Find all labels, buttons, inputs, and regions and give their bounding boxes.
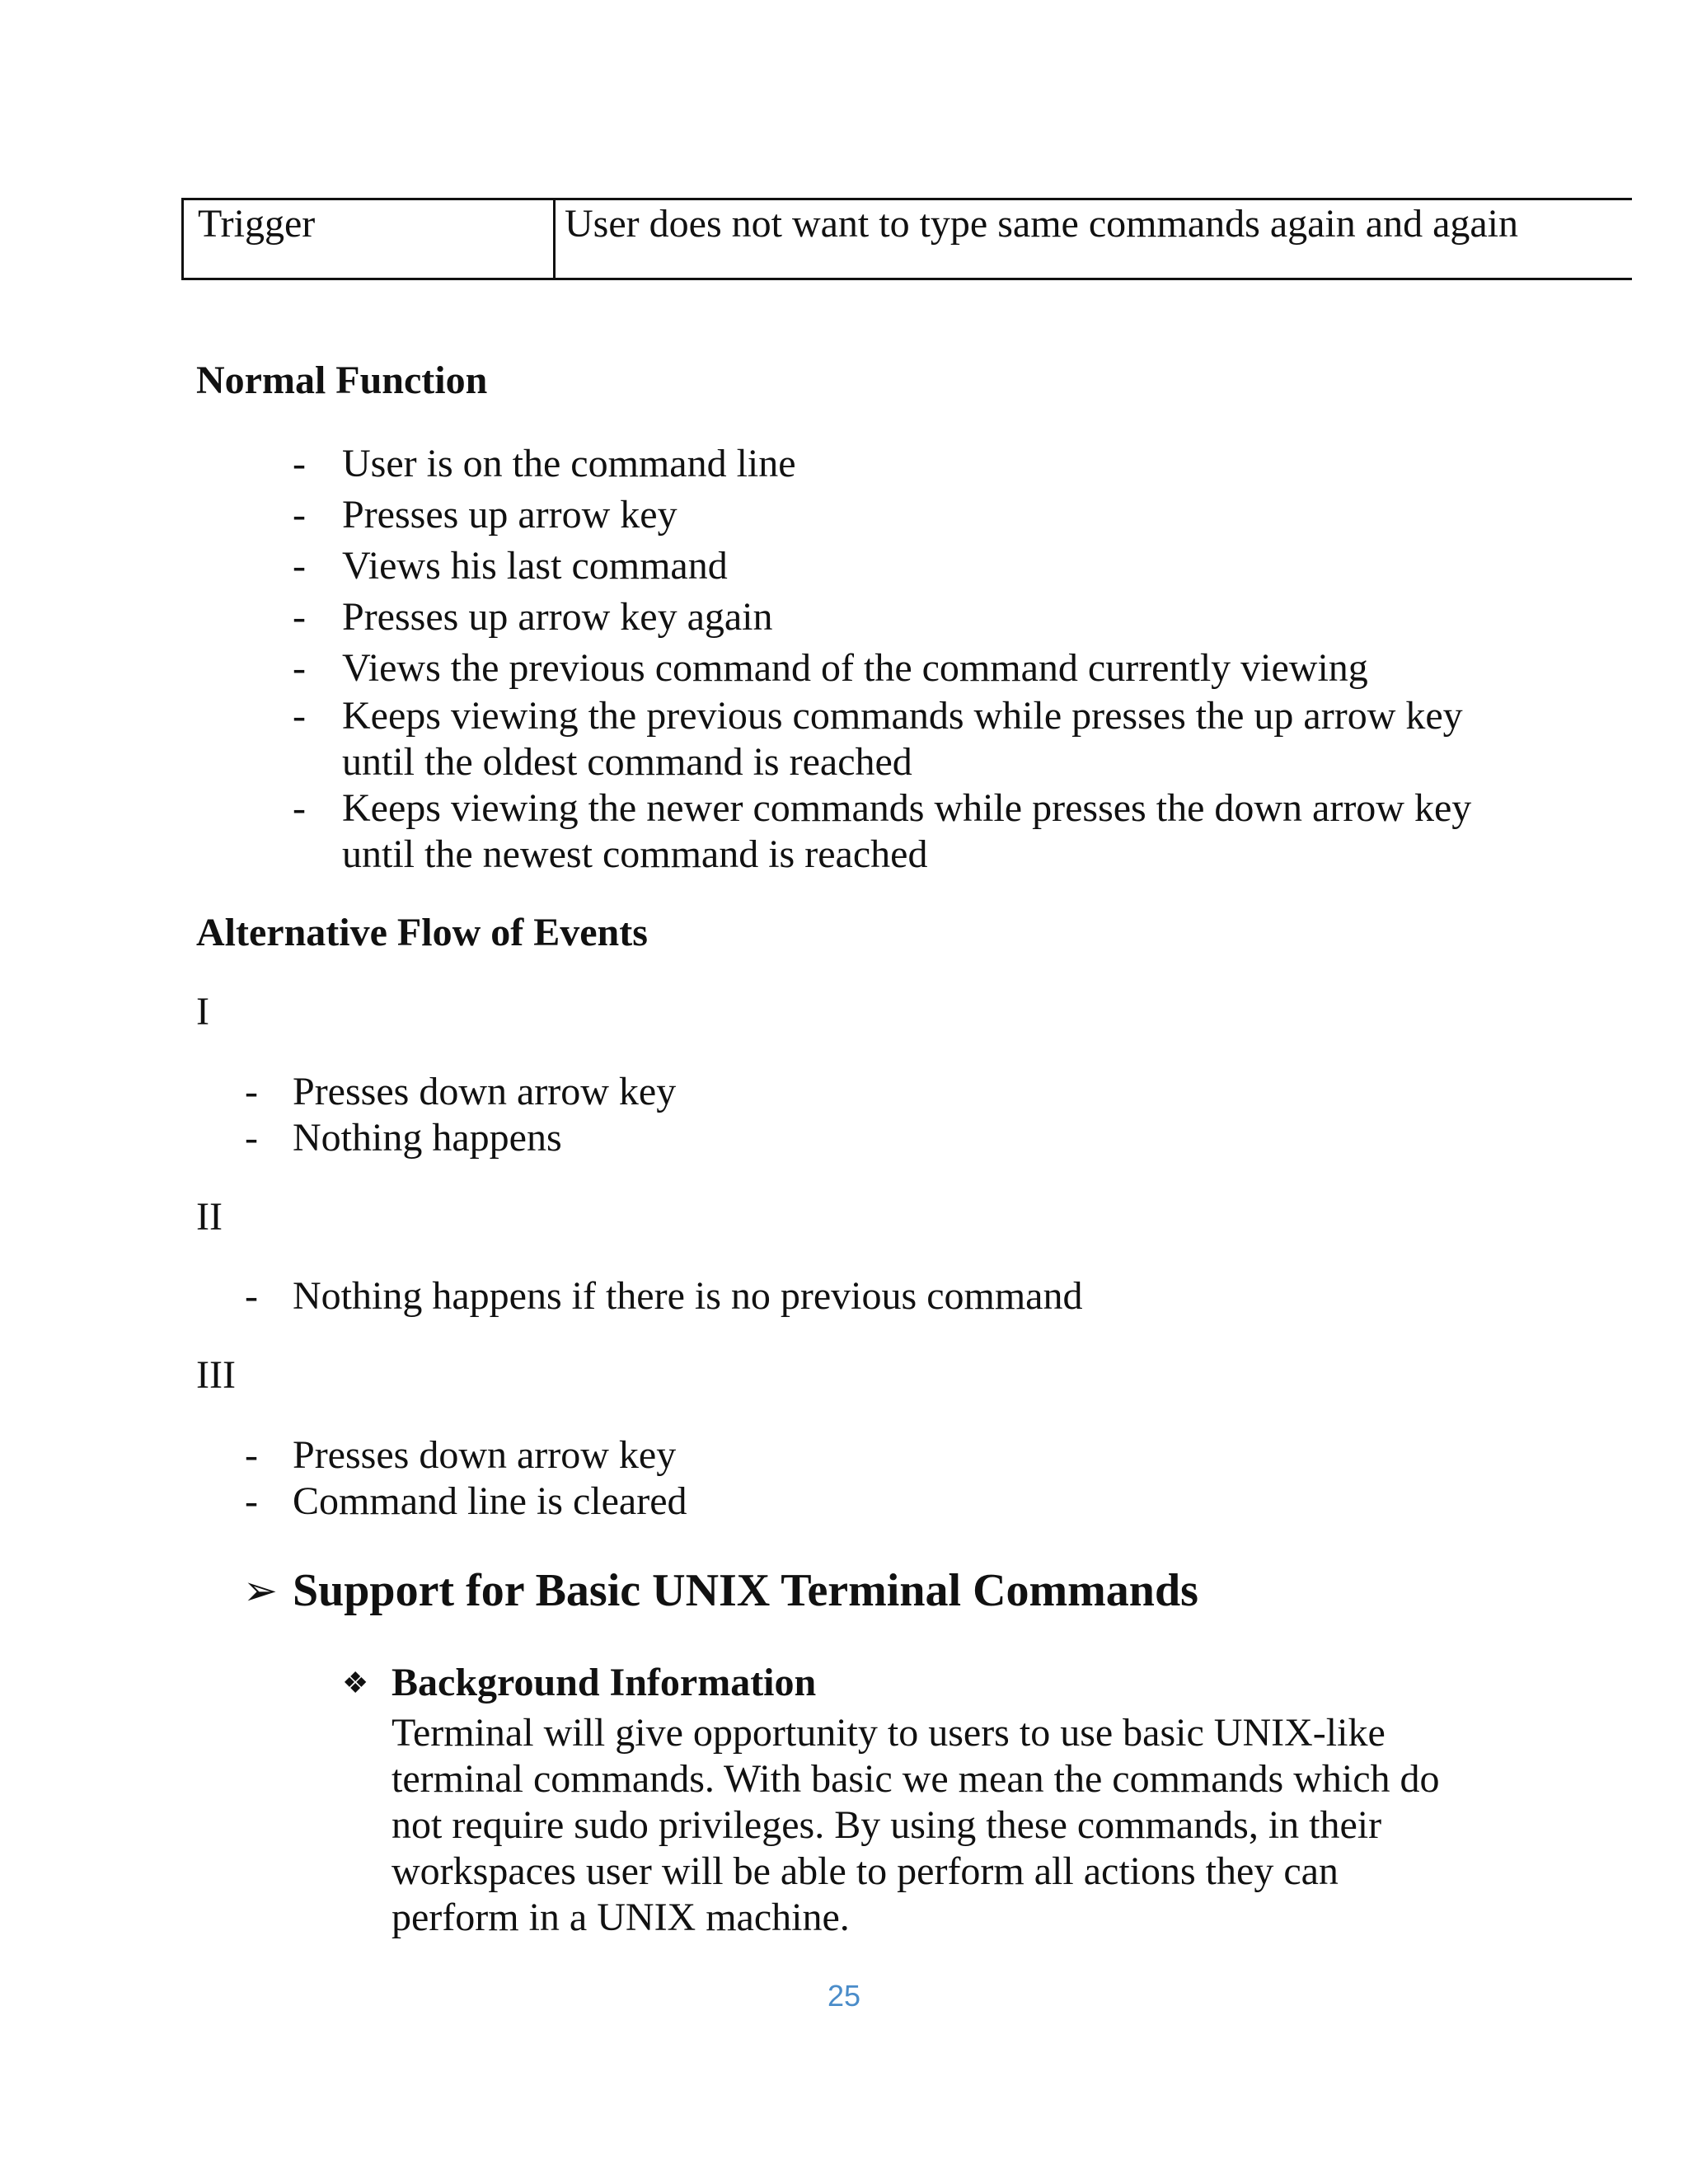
arrow-bullet-icon: ➢ <box>243 1568 278 1614</box>
list-dash: - <box>293 493 306 537</box>
list-item: Keeps viewing the newer commands while presses the down arrow key <box>342 786 1472 830</box>
paragraph-line: perform in a UNIX machine. <box>392 1896 850 1939</box>
list-item: Presses down arrow key <box>293 1433 677 1477</box>
paragraph-line: workspaces user will be able to perform all actions they can <box>392 1849 1339 1893</box>
page-number: 25 <box>827 1979 861 2013</box>
list-item: Keeps viewing the previous commands while presses the up arrow key <box>342 694 1463 738</box>
list-item: Views the previous command of the command currently viewing <box>342 646 1368 690</box>
list-dash: - <box>245 1274 258 1318</box>
group-numeral: II <box>196 1195 223 1239</box>
list-dash: - <box>293 595 306 639</box>
paragraph-line: Terminal will give opportunity to users to use basic UNIX-like <box>392 1711 1386 1755</box>
list-item: User is on the command line <box>342 442 796 485</box>
list-dash: - <box>245 1070 258 1113</box>
list-item: Command line is cleared <box>293 1479 687 1523</box>
subsection-title: Background Information <box>392 1661 817 1704</box>
table-label-cell: Trigger <box>198 202 316 246</box>
group-numeral: III <box>196 1353 236 1397</box>
list-item: Nothing happens if there is no previous command <box>293 1274 1083 1318</box>
list-item: Views his last command <box>342 544 728 588</box>
paragraph-line: not require sudo privileges. By using these commands, in their <box>392 1803 1382 1847</box>
paragraph-line: terminal commands. With basic we mean the commands which do <box>392 1757 1440 1801</box>
section-title: Support for Basic UNIX Terminal Commands <box>293 1565 1198 1616</box>
table-value-cell: User does not want to type same commands again and again <box>565 202 1519 246</box>
table-cell-divider <box>553 200 556 278</box>
list-item: Nothing happens <box>293 1116 562 1160</box>
list-item: Presses down arrow key <box>293 1070 677 1113</box>
list-item: Presses up arrow key <box>342 493 678 537</box>
list-item: Presses up arrow key again <box>342 595 773 639</box>
list-dash: - <box>293 786 306 830</box>
list-item-continuation: until the newest command is reached <box>342 832 928 876</box>
normal-function-heading: Normal Function <box>196 359 488 402</box>
list-dash: - <box>293 442 306 485</box>
diamond-bullet-icon: ❖ <box>342 1666 369 1699</box>
list-dash: - <box>293 544 306 588</box>
list-dash: - <box>245 1433 258 1477</box>
list-dash: - <box>293 646 306 690</box>
list-dash: - <box>245 1116 258 1160</box>
list-item-continuation: until the oldest command is reached <box>342 740 912 784</box>
list-dash: - <box>245 1479 258 1523</box>
list-dash: - <box>293 694 306 738</box>
alternative-flow-heading: Alternative Flow of Events <box>196 911 648 954</box>
group-numeral: I <box>196 990 209 1033</box>
